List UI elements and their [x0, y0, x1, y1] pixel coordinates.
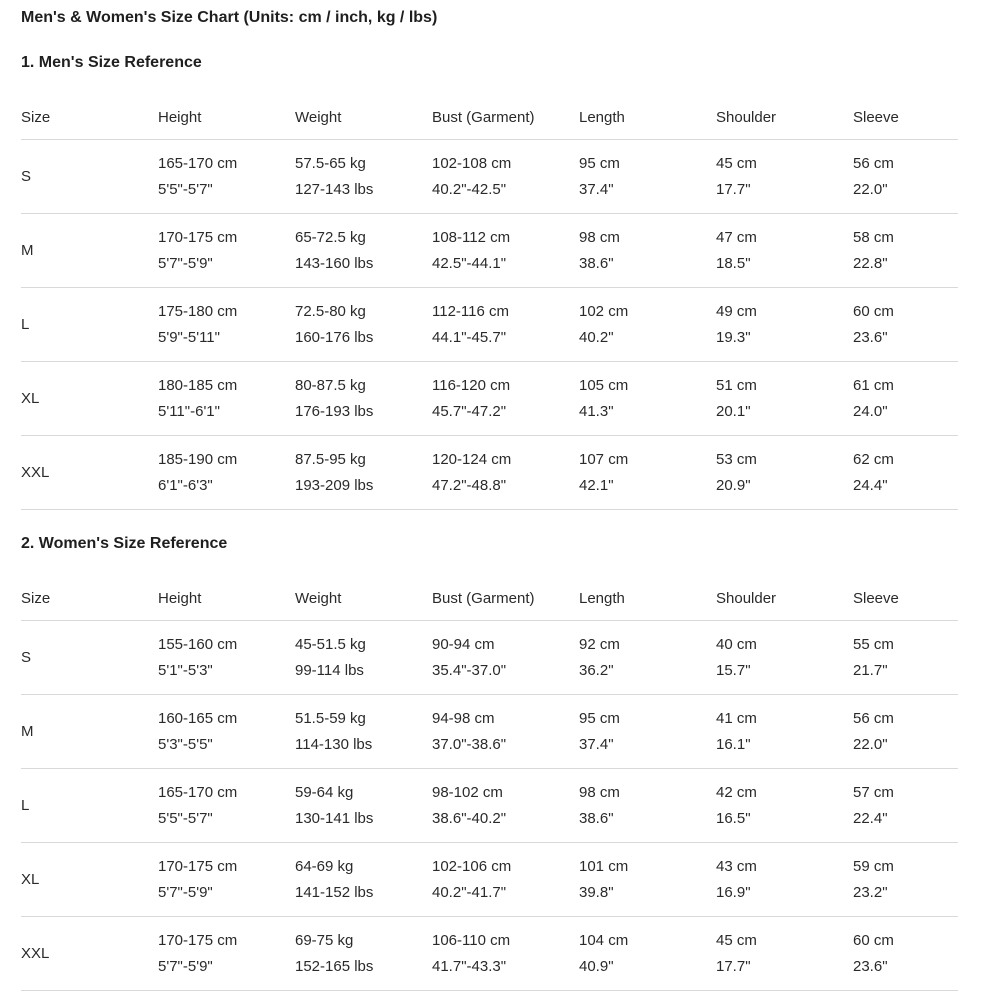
cell-length-metric: 101 cm — [579, 857, 629, 875]
cell-size: L — [21, 288, 158, 362]
cell-bust-imperial: 41.7"-43.3" — [432, 957, 507, 975]
cell-weight-metric: 45-51.5 kg — [295, 635, 366, 653]
cell-shoulder — [716, 436, 853, 510]
cell-bust-metric: 108-112 cm — [432, 228, 511, 246]
table-header-row — [21, 96, 958, 140]
cell-sleeve-imperial: 23.6" — [853, 328, 888, 346]
cell-bust-metric: 102-108 cm — [432, 154, 512, 172]
cell-sleeve-metric: 57 cm — [853, 783, 894, 801]
cell-weight-metric: 51.5-59 kg — [295, 709, 366, 727]
table-row — [21, 140, 958, 214]
cell-sleeve-metric: 56 cm — [853, 709, 894, 727]
cell-shoulder-metric: 41 cm — [716, 709, 757, 727]
cell-bust-metric: 106-110 cm — [432, 931, 511, 949]
column-header-size: Size — [21, 577, 158, 621]
cell-shoulder — [716, 140, 853, 214]
cell-weight-imperial: 160-176 lbs — [295, 328, 374, 346]
cell-bust-metric: 102-106 cm — [432, 857, 512, 875]
table-row — [21, 843, 958, 917]
cell-shoulder-metric: 43 cm — [716, 857, 757, 875]
cell-sleeve-metric: 59 cm — [853, 857, 894, 875]
cell-sleeve-metric: 61 cm — [853, 376, 894, 394]
cell-height-metric: 170-175 cm — [158, 228, 238, 246]
cell-length-imperial: 39.8" — [579, 883, 614, 901]
cell-sleeve-metric: 60 cm — [853, 302, 894, 320]
cell-shoulder-metric: 47 cm — [716, 228, 757, 246]
column-header-size: Size — [21, 96, 158, 140]
cell-shoulder-imperial: 19.3" — [716, 328, 751, 346]
cell-height-imperial: 5'7"-5'9" — [158, 254, 213, 272]
cell-weight-metric: 80-87.5 kg — [295, 376, 366, 394]
cell-weight — [295, 214, 432, 288]
cell-bust-imperial: 45.7"-47.2" — [432, 402, 507, 420]
cell-sleeve-imperial: 24.4" — [853, 476, 888, 494]
cell-length-imperial: 41.3" — [579, 402, 614, 420]
cell-length-metric: 104 cm — [579, 931, 629, 949]
cell-bust-metric: 90-94 cm — [432, 635, 495, 653]
cell-height-metric: 175-180 cm — [158, 302, 238, 320]
cell-length-imperial: 42.1" — [579, 476, 614, 494]
cell-length-imperial: 40.2" — [579, 328, 614, 346]
cell-weight — [295, 140, 432, 214]
cell-weight-metric: 64-69 kg — [295, 857, 354, 875]
cell-size: L — [21, 769, 158, 843]
column-header-shoulder: Shoulder — [716, 577, 853, 621]
cell-height — [158, 917, 295, 991]
cell-length-metric: 95 cm — [579, 709, 620, 727]
cell-shoulder-metric: 42 cm — [716, 783, 757, 801]
column-header-height: Height — [158, 96, 295, 140]
column-header-bust: Bust (Garment) — [432, 96, 579, 140]
cell-size: S — [21, 621, 158, 695]
cell-length — [579, 695, 716, 769]
cell-shoulder — [716, 769, 853, 843]
men-table-body — [21, 140, 958, 510]
cell-height — [158, 362, 295, 436]
cell-size: M — [21, 214, 158, 288]
men-size-table — [21, 96, 958, 510]
cell-bust — [432, 843, 579, 917]
cell-length — [579, 621, 716, 695]
column-header-height: Height — [158, 577, 295, 621]
cell-shoulder-imperial: 16.9" — [716, 883, 751, 901]
cell-sleeve-imperial: 23.6" — [853, 957, 888, 975]
cell-length-imperial: 40.9" — [579, 957, 614, 975]
cell-bust-metric: 98-102 cm — [432, 783, 503, 801]
cell-height-imperial: 5'5"-5'7" — [158, 809, 213, 827]
cell-shoulder — [716, 288, 853, 362]
cell-height-imperial: 5'7"-5'9" — [158, 883, 213, 901]
cell-sleeve — [853, 695, 958, 769]
cell-sleeve — [853, 140, 958, 214]
cell-shoulder-imperial: 17.7" — [716, 180, 751, 198]
cell-bust-imperial: 42.5"-44.1" — [432, 254, 507, 272]
cell-bust-metric: 112-116 cm — [432, 302, 509, 320]
cell-shoulder-imperial: 20.1" — [716, 402, 751, 420]
cell-sleeve-imperial: 22.0" — [853, 735, 888, 753]
cell-height — [158, 769, 295, 843]
cell-height — [158, 695, 295, 769]
cell-height — [158, 843, 295, 917]
women-section-title: 2. Women's Size Reference — [21, 535, 228, 552]
cell-sleeve — [853, 917, 958, 991]
cell-shoulder — [716, 621, 853, 695]
cell-length — [579, 769, 716, 843]
table-header-row — [21, 577, 958, 621]
cell-bust-imperial: 40.2"-42.5" — [432, 180, 507, 198]
cell-height — [158, 436, 295, 510]
cell-height-imperial: 5'1"-5'3" — [158, 661, 213, 679]
cell-weight — [295, 436, 432, 510]
cell-length — [579, 917, 716, 991]
cell-bust — [432, 621, 579, 695]
cell-sleeve-imperial: 21.7" — [853, 661, 888, 679]
cell-length-metric: 107 cm — [579, 450, 629, 468]
cell-sleeve — [853, 436, 958, 510]
cell-sleeve-metric: 56 cm — [853, 154, 894, 172]
cell-bust-imperial: 35.4"-37.0" — [432, 661, 507, 679]
table-row — [21, 917, 958, 991]
cell-height — [158, 621, 295, 695]
column-header-bust: Bust (Garment) — [432, 577, 579, 621]
cell-sleeve — [853, 621, 958, 695]
cell-shoulder-metric: 40 cm — [716, 635, 757, 653]
table-row — [21, 362, 958, 436]
cell-weight — [295, 917, 432, 991]
cell-sleeve — [853, 288, 958, 362]
cell-height-metric: 185-190 cm — [158, 450, 238, 468]
cell-height-imperial: 5'11"-6'1" — [158, 402, 220, 420]
cell-height-metric: 165-170 cm — [158, 154, 238, 172]
cell-length-metric: 98 cm — [579, 783, 620, 801]
cell-sleeve-imperial: 22.0" — [853, 180, 888, 198]
cell-sleeve-metric: 62 cm — [853, 450, 894, 468]
table-row — [21, 621, 958, 695]
cell-shoulder — [716, 214, 853, 288]
cell-bust-metric: 116-120 cm — [432, 376, 511, 394]
cell-shoulder-imperial: 16.5" — [716, 809, 751, 827]
cell-length-imperial: 36.2" — [579, 661, 614, 679]
cell-size: XL — [21, 843, 158, 917]
cell-weight-imperial: 143-160 lbs — [295, 254, 374, 272]
cell-size: XL — [21, 362, 158, 436]
cell-shoulder — [716, 362, 853, 436]
cell-bust-metric: 120-124 cm — [432, 450, 512, 468]
cell-weight-metric: 65-72.5 kg — [295, 228, 366, 246]
cell-sleeve-imperial: 24.0" — [853, 402, 888, 420]
cell-bust-imperial: 40.2"-41.7" — [432, 883, 507, 901]
cell-bust — [432, 140, 579, 214]
cell-weight — [295, 288, 432, 362]
cell-weight-metric: 57.5-65 kg — [295, 154, 366, 172]
cell-size: S — [21, 140, 158, 214]
cell-weight — [295, 769, 432, 843]
cell-weight — [295, 621, 432, 695]
cell-weight-imperial: 99-114 lbs — [295, 661, 364, 679]
men-section-title: 1. Men's Size Reference — [21, 54, 202, 71]
cell-length-metric: 92 cm — [579, 635, 620, 653]
cell-sleeve-metric: 55 cm — [853, 635, 894, 653]
cell-shoulder — [716, 917, 853, 991]
women-table-body — [21, 621, 958, 991]
cell-weight — [295, 362, 432, 436]
cell-sleeve-imperial: 22.4" — [853, 809, 888, 827]
cell-shoulder-imperial: 20.9" — [716, 476, 751, 494]
cell-weight-metric: 87.5-95 kg — [295, 450, 366, 468]
cell-height-imperial: 5'3"-5'5" — [158, 735, 213, 753]
page-title: Men's & Women's Size Chart (Units: cm / inch, kg / lbs) — [21, 9, 438, 26]
cell-weight-metric: 69-75 kg — [295, 931, 354, 949]
cell-bust-imperial: 47.2"-48.8" — [432, 476, 507, 494]
cell-weight-imperial: 152-165 lbs — [295, 957, 374, 975]
cell-height-metric: 165-170 cm — [158, 783, 238, 801]
cell-sleeve — [853, 843, 958, 917]
cell-shoulder-imperial: 17.7" — [716, 957, 751, 975]
cell-height — [158, 140, 295, 214]
cell-sleeve — [853, 214, 958, 288]
cell-length — [579, 214, 716, 288]
cell-length — [579, 288, 716, 362]
cell-height-imperial: 5'9"-5'11" — [158, 328, 220, 346]
cell-height-imperial: 6'1"-6'3" — [158, 476, 213, 494]
cell-weight-imperial: 193-209 lbs — [295, 476, 374, 494]
cell-weight-imperial: 141-152 lbs — [295, 883, 374, 901]
cell-length-imperial: 37.4" — [579, 180, 614, 198]
cell-weight — [295, 695, 432, 769]
cell-shoulder — [716, 695, 853, 769]
column-header-sleeve: Sleeve — [853, 577, 958, 621]
cell-height-metric: 160-165 cm — [158, 709, 238, 727]
cell-weight-imperial: 127-143 lbs — [295, 180, 374, 198]
column-header-weight: Weight — [295, 577, 432, 621]
cell-sleeve — [853, 769, 958, 843]
cell-length-metric: 102 cm — [579, 302, 629, 320]
cell-shoulder-metric: 53 cm — [716, 450, 757, 468]
cell-sleeve-imperial: 23.2" — [853, 883, 888, 901]
cell-height — [158, 214, 295, 288]
cell-weight-metric: 72.5-80 kg — [295, 302, 366, 320]
cell-bust — [432, 436, 579, 510]
women-size-table — [21, 577, 958, 991]
cell-bust-imperial: 37.0"-38.6" — [432, 735, 507, 753]
cell-height-metric: 170-175 cm — [158, 857, 238, 875]
table-row — [21, 436, 958, 510]
cell-height-imperial: 5'7"-5'9" — [158, 957, 213, 975]
cell-bust-imperial: 38.6"-40.2" — [432, 809, 507, 827]
column-header-weight: Weight — [295, 96, 432, 140]
cell-bust — [432, 695, 579, 769]
cell-height-metric: 170-175 cm — [158, 931, 238, 949]
cell-bust-imperial: 44.1"-45.7" — [432, 328, 507, 346]
cell-shoulder-imperial: 18.5" — [716, 254, 751, 272]
cell-sleeve-imperial: 22.8" — [853, 254, 888, 272]
cell-shoulder — [716, 843, 853, 917]
cell-weight — [295, 843, 432, 917]
cell-shoulder-metric: 45 cm — [716, 154, 757, 172]
cell-weight-imperial: 176-193 lbs — [295, 402, 374, 420]
cell-length-imperial: 38.6" — [579, 254, 614, 272]
column-header-sleeve: Sleeve — [853, 96, 958, 140]
cell-height-metric: 180-185 cm — [158, 376, 238, 394]
cell-shoulder-metric: 49 cm — [716, 302, 757, 320]
cell-height-metric: 155-160 cm — [158, 635, 238, 653]
table-row — [21, 695, 958, 769]
cell-shoulder-metric: 45 cm — [716, 931, 757, 949]
cell-sleeve — [853, 362, 958, 436]
cell-length-imperial: 37.4" — [579, 735, 614, 753]
cell-length-metric: 98 cm — [579, 228, 620, 246]
cell-sleeve-metric: 60 cm — [853, 931, 894, 949]
cell-length-metric: 105 cm — [579, 376, 629, 394]
table-row — [21, 769, 958, 843]
cell-bust — [432, 214, 579, 288]
cell-size: XXL — [21, 917, 158, 991]
cell-length — [579, 436, 716, 510]
cell-length-metric: 95 cm — [579, 154, 620, 172]
cell-bust — [432, 917, 579, 991]
cell-weight-imperial: 130-141 lbs — [295, 809, 374, 827]
cell-shoulder-imperial: 16.1" — [716, 735, 751, 753]
cell-shoulder-metric: 51 cm — [716, 376, 757, 394]
cell-weight-imperial: 114-130 lbs — [295, 735, 373, 753]
cell-bust — [432, 362, 579, 436]
cell-length — [579, 362, 716, 436]
column-header-shoulder: Shoulder — [716, 96, 853, 140]
cell-height-imperial: 5'5"-5'7" — [158, 180, 213, 198]
cell-size: M — [21, 695, 158, 769]
column-header-length: Length — [579, 96, 716, 140]
table-row — [21, 288, 958, 362]
cell-length — [579, 843, 716, 917]
cell-bust — [432, 769, 579, 843]
cell-bust — [432, 288, 579, 362]
cell-size: XXL — [21, 436, 158, 510]
cell-weight-metric: 59-64 kg — [295, 783, 354, 801]
column-header-length: Length — [579, 577, 716, 621]
cell-shoulder-imperial: 15.7" — [716, 661, 751, 679]
cell-length-imperial: 38.6" — [579, 809, 614, 827]
cell-sleeve-metric: 58 cm — [853, 228, 894, 246]
cell-bust-metric: 94-98 cm — [432, 709, 495, 727]
cell-length — [579, 140, 716, 214]
table-row — [21, 214, 958, 288]
cell-height — [158, 288, 295, 362]
